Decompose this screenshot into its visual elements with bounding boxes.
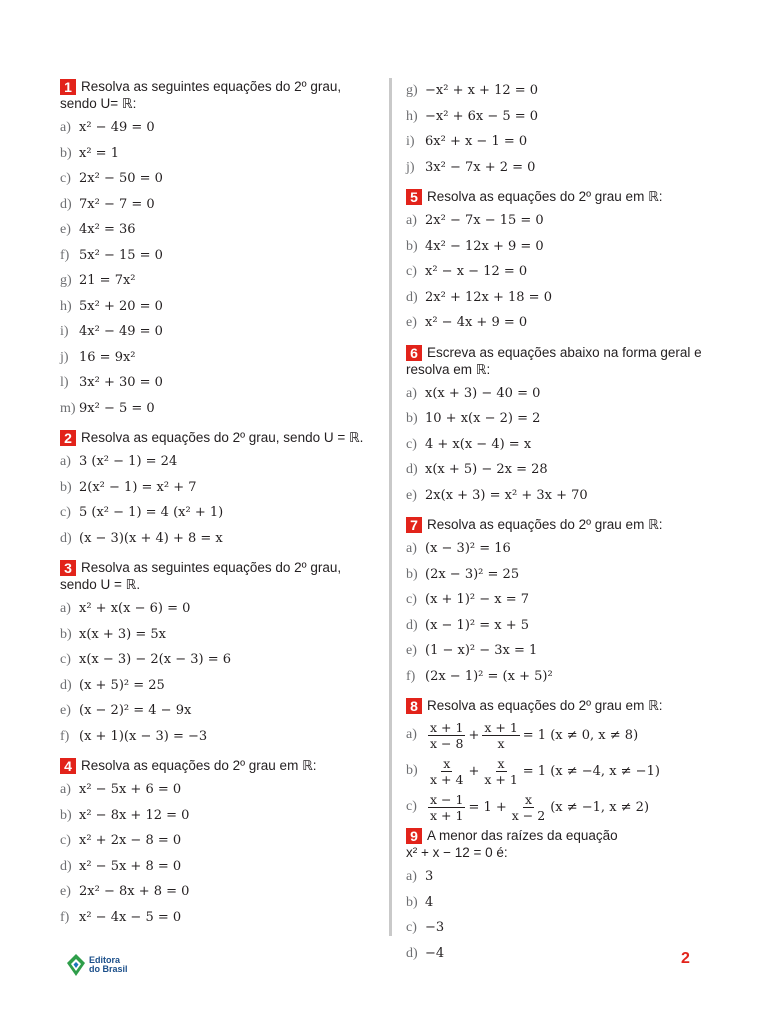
item-text: 2(x² − 1) = x² + 7 (79, 479, 197, 495)
list-item (406, 104, 706, 130)
item-label: a) (60, 601, 71, 616)
list-item (406, 208, 706, 234)
item-text: 3 (425, 869, 434, 884)
fraction (510, 792, 547, 823)
list-item (406, 234, 706, 260)
item-text: x² − 49 = 0 (79, 120, 155, 135)
item-text: 16 = 9x² (79, 349, 136, 365)
question-number: 4 (60, 758, 76, 774)
item-text: 9x² − 5 = 0 (79, 400, 155, 416)
item-label: a) (406, 541, 417, 556)
item-label: b) (406, 566, 418, 582)
list-item (60, 345, 378, 371)
list-item (406, 941, 706, 967)
list-item (406, 259, 706, 285)
item-label: e) (60, 222, 71, 237)
item-label: c) (60, 171, 71, 186)
item-label: c) (406, 264, 417, 279)
list-item (60, 596, 378, 622)
item-label: g) (60, 273, 72, 288)
item-label: d) (60, 677, 72, 693)
question-prompt: Resolva as equações do 2º grau em ℝ: (427, 698, 663, 713)
item-label: d) (60, 530, 72, 546)
item-text: x² − 4x + 9 = 0 (425, 315, 528, 330)
item-label: c) (406, 436, 417, 452)
question-prompt: Resolva as equações do 2º grau, sendo U = ℝ. (81, 430, 364, 445)
question-prompt: Resolva as equações do 2º grau em ℝ: (81, 758, 317, 773)
item-label: e) (60, 703, 71, 718)
item-text: 5 (x² − 1) = 4 (x² + 1) (79, 505, 224, 520)
question-prompt: Escreva as equações abaixo na forma geral e resolva em ℝ: (406, 344, 702, 377)
list-item (60, 217, 378, 243)
numerator: x (443, 755, 451, 771)
item-label: a) (60, 120, 71, 135)
item-text: 4 + x(x − 4) = x (425, 436, 532, 452)
item-text: 2x(x + 3) = x² + 3x + 70 (425, 487, 588, 503)
item-text: x(x + 3) − 40 = 0 (425, 385, 541, 401)
numerator: x − 1 (430, 791, 464, 807)
question-equation: x² + x − 12 = 0 é: (406, 845, 508, 860)
list-item (406, 457, 706, 483)
item-label: f) (60, 247, 70, 263)
item-label: d) (406, 617, 418, 633)
fraction (428, 720, 465, 751)
item-label: a) (60, 454, 71, 469)
list-item (60, 475, 378, 501)
denominator: x + 1 (484, 771, 518, 787)
question-2 (60, 429, 378, 551)
list-item (406, 285, 706, 311)
question-number: 5 (406, 189, 422, 205)
denominator: x + 1 (430, 807, 464, 823)
item-label: b) (406, 894, 418, 910)
item-label: d) (60, 196, 72, 212)
list-item (406, 310, 706, 336)
item-label: b) (60, 807, 72, 823)
list-item (406, 664, 706, 690)
logo-text: Editora (89, 955, 121, 965)
question-8 (406, 697, 706, 825)
list-item (406, 789, 706, 825)
list-item (406, 638, 706, 664)
list-item (406, 155, 706, 181)
question-number: 7 (406, 517, 422, 533)
question-prompt: A menor das raízes da equação (427, 828, 618, 843)
list-item (60, 396, 378, 422)
item-label: m) (60, 400, 76, 416)
item-text: (x + 5)² = 25 (79, 677, 165, 693)
item-label: d) (406, 462, 418, 477)
question-prompt: Resolva as equações do 2º grau em ℝ: (427, 189, 663, 204)
item-text: 4x² − 12x + 9 = 0 (425, 238, 544, 254)
list-item (60, 243, 378, 269)
left-column (60, 78, 378, 930)
list-item (406, 536, 706, 562)
item-label: c) (60, 652, 71, 667)
item-label: i) (406, 134, 415, 149)
item-text: 21 = 7x² (79, 273, 136, 288)
list-item (60, 622, 378, 648)
list-item (406, 432, 706, 458)
item-label: c) (406, 920, 417, 935)
item-label: a) (406, 869, 417, 884)
fraction (428, 792, 465, 823)
numerator: x + 1 (430, 719, 464, 735)
question-1 (60, 78, 378, 421)
item-text: 3x² + 30 = 0 (79, 375, 163, 390)
list-item (60, 115, 378, 141)
list-item (406, 78, 706, 104)
question-prompt: Resolva as seguintes equações do 2º grau, sendo U= ℝ: (60, 79, 342, 111)
item-text: (x − 2)² = 4 − 9x (79, 703, 192, 718)
list-item (406, 890, 706, 916)
list-item (406, 915, 706, 941)
question-number: 3 (60, 560, 76, 576)
fraction (482, 720, 519, 751)
item-label: d) (406, 289, 418, 305)
list-item (60, 500, 378, 526)
item-label: i) (60, 324, 69, 339)
list-item (406, 483, 706, 509)
item-text: −x² + 6x − 5 = 0 (425, 108, 539, 124)
item-label: j) (60, 349, 69, 365)
logo-text: do Brasil (89, 964, 128, 974)
item-label: g) (406, 83, 418, 98)
denominator: x − 2 (511, 807, 546, 823)
equation-middle: = 1 + (468, 799, 507, 815)
item-text: 5x² − 15 = 0 (79, 247, 163, 263)
item-text: 10 + x(x − 2) = 2 (425, 411, 541, 426)
item-label: c) (60, 505, 71, 520)
item-text: x² − 4x − 5 = 0 (79, 909, 182, 925)
item-text: 7x² − 7 = 0 (79, 196, 155, 212)
list-item (60, 192, 378, 218)
item-text: (2x − 3)² = 25 (425, 566, 520, 582)
denominator: x (497, 735, 505, 751)
item-label: b) (406, 763, 418, 778)
item-text: 3 (x² − 1) = 24 (79, 454, 178, 469)
item-text: (x + 1)² − x = 7 (425, 592, 530, 607)
question-prompt: Resolva as seguintes equações do 2º grau, sendo U = ℝ. (60, 560, 342, 592)
list-item (406, 613, 706, 639)
item-label: a) (60, 782, 71, 797)
item-label: a) (406, 727, 417, 742)
item-label: c) (406, 799, 417, 814)
list-item (406, 562, 706, 588)
item-text: x² − 5x + 8 = 0 (79, 858, 182, 874)
list-item (60, 698, 378, 724)
list-item (60, 879, 378, 905)
denominator: x − 8 (430, 735, 464, 751)
item-label: e) (406, 487, 417, 503)
item-text: x(x − 3) − 2(x − 3) = 6 (79, 652, 231, 667)
equation-rhs: = 1 (x ≠ −4, x ≠ −1) (522, 763, 660, 779)
list-item (60, 526, 378, 552)
list-item (60, 319, 378, 345)
column-divider (389, 78, 392, 936)
item-label: b) (406, 238, 418, 254)
question-number: 9 (406, 828, 422, 844)
item-text: x² + 2x − 8 = 0 (79, 833, 182, 848)
item-text: 6x² + x − 1 = 0 (425, 134, 528, 149)
list-item (60, 803, 378, 829)
item-text: 2x² + 12x + 18 = 0 (425, 289, 552, 305)
item-label: f) (60, 728, 70, 744)
list-item (60, 449, 378, 475)
editora-logo-icon (66, 953, 86, 977)
item-label: b) (406, 411, 418, 426)
list-item (406, 753, 706, 789)
numerator: x (524, 791, 533, 807)
list-item (406, 587, 706, 613)
item-label: e) (60, 884, 71, 899)
item-text: (x − 3)(x + 4) + 8 = x (79, 530, 223, 546)
item-text: (2x − 1)² = (x + 5)² (425, 668, 553, 684)
item-label: h) (406, 108, 418, 124)
item-label: e) (406, 643, 417, 658)
item-label: a) (406, 385, 417, 401)
operator: + (468, 763, 480, 779)
item-label: f) (60, 909, 70, 925)
item-text: 5x² + 20 = 0 (79, 298, 163, 314)
list-item (60, 828, 378, 854)
item-label: d) (406, 945, 418, 961)
item-text: 2x² − 50 = 0 (79, 171, 163, 186)
item-text: −4 (425, 945, 445, 961)
item-label: j) (406, 159, 415, 175)
list-item (60, 294, 378, 320)
equation-rhs: (x ≠ −1, x ≠ 2) (550, 799, 650, 815)
item-text: (x − 1)² = x + 5 (425, 617, 530, 633)
item-text: 2x² − 8x + 8 = 0 (79, 884, 190, 899)
item-label: b) (60, 626, 72, 642)
list-item (60, 370, 378, 396)
list-item (60, 268, 378, 294)
fraction (482, 756, 519, 787)
item-text: 3x² − 7x + 2 = 0 (425, 159, 536, 175)
item-label: h) (60, 298, 72, 314)
item-text: x² + x(x − 6) = 0 (79, 601, 191, 616)
list-item (406, 406, 706, 432)
item-text: −x² + x + 12 = 0 (425, 83, 539, 98)
item-text: x² − 5x + 6 = 0 (79, 782, 182, 797)
fraction (428, 756, 465, 787)
list-item (406, 381, 706, 407)
list-item (60, 854, 378, 880)
list-item (406, 129, 706, 155)
publisher-logo (66, 953, 128, 977)
item-label: f) (406, 668, 416, 684)
item-text: x(x + 5) − 2x = 28 (425, 462, 548, 477)
right-column (406, 78, 706, 966)
item-text: x² − 8x + 12 = 0 (79, 807, 190, 823)
item-label: e) (406, 315, 417, 330)
list-item (60, 166, 378, 192)
numerator: x + 1 (484, 719, 518, 735)
item-text: (x − 3)² = 16 (425, 541, 511, 556)
denominator: x + 4 (430, 771, 464, 787)
item-label: a) (406, 213, 417, 228)
question-4 (60, 757, 378, 930)
list-item (60, 141, 378, 167)
item-text: (1 − x)² − 3x = 1 (425, 643, 538, 658)
operator: + (468, 727, 480, 743)
item-label: c) (406, 592, 417, 607)
equation-rhs: = 1 (x ≠ 0, x ≠ 8) (522, 727, 639, 743)
numerator: x (497, 755, 505, 771)
item-label: l) (60, 375, 69, 390)
list-item (406, 717, 706, 753)
item-text: x(x + 3) = 5x (79, 626, 166, 642)
list-item (60, 777, 378, 803)
item-label: c) (60, 833, 71, 848)
question-6 (406, 344, 706, 509)
question-5 (406, 188, 706, 336)
item-label: b) (60, 479, 72, 495)
list-item (60, 673, 378, 699)
list-item (60, 647, 378, 673)
list-item (60, 724, 378, 750)
item-text: (x + 1)(x − 3) = −3 (79, 728, 208, 744)
question-4-continued (406, 78, 706, 180)
question-number: 1 (60, 79, 76, 95)
question-7 (406, 516, 706, 689)
item-label: d) (60, 858, 72, 874)
question-3 (60, 559, 378, 749)
item-text: −3 (425, 920, 445, 935)
question-9 (406, 827, 706, 966)
item-text: 2x² − 7x − 15 = 0 (425, 213, 544, 228)
question-prompt: Resolva as equações do 2º grau em ℝ: (427, 517, 663, 532)
item-text: x² − x − 12 = 0 (425, 264, 528, 279)
item-label: b) (60, 145, 72, 161)
question-number: 8 (406, 698, 422, 714)
item-text: 4x² − 49 = 0 (79, 324, 163, 339)
question-number: 6 (406, 345, 422, 361)
list-item (406, 864, 706, 890)
page-number: 2 (681, 950, 690, 967)
list-item (60, 905, 378, 931)
item-text: 4x² = 36 (79, 222, 136, 237)
item-text: 4 (425, 894, 434, 910)
item-text: x² = 1 (79, 145, 119, 161)
question-number: 2 (60, 430, 76, 446)
